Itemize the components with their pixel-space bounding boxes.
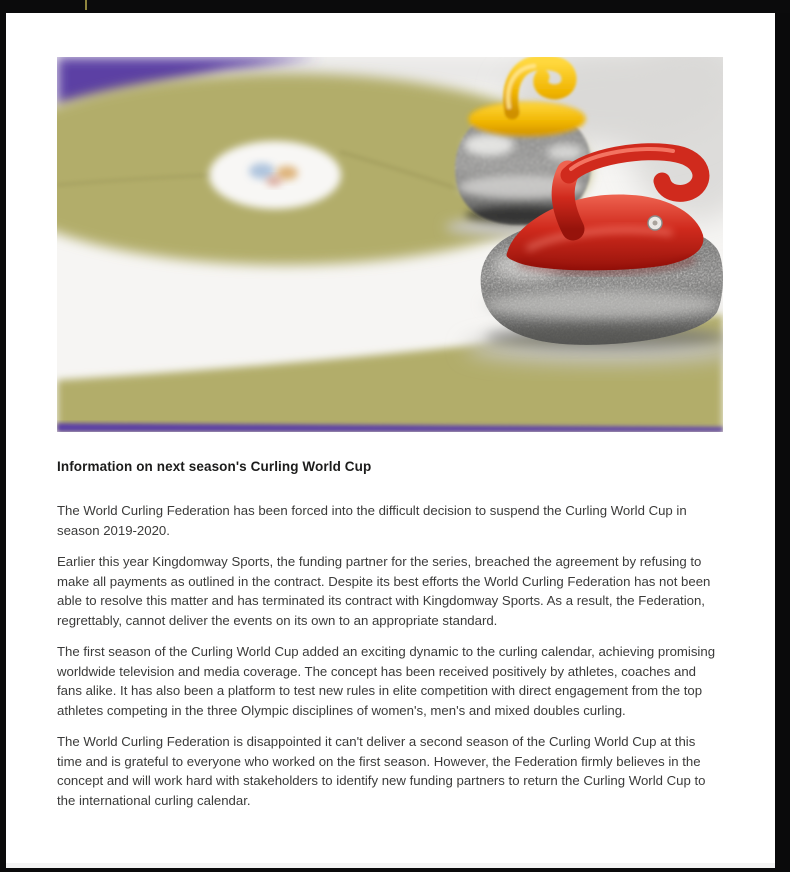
article-body [57,501,723,810]
browser-top-bar [0,0,790,13]
article-heading: Information on next season's Curling World Cup [57,459,372,474]
article-paragraph: The World Curling Federation has been forced into the difficult decision to suspend the Curling World Cup in season 2019-2020. [57,503,687,538]
article-paragraph: Earlier this year Kingdomway Sports, the funding partner for the series, breached the agreement by refusing to make all payments as outlined in the contract. Despite its best efforts the World Curling Federation has not been able to resolve this matter and has terminated its contract with Kingdomway Sports. As a result, the Federation, regrettably, cannot deliver the events on its own to an appropriate standard. [57,554,711,628]
cap-sticker [648,216,662,230]
house-center-logo-circle [209,141,341,209]
horizontal-scrollbar-track[interactable] [6,863,775,868]
article-paragraph: The first season of the Curling World Cup added an exciting dynamic to the curling calendar, achieving promising worldwide television and media coverage. The concept has been received positively by athletes, coaches and fans alike. It has also been a platform to test new rules in elite competition with direct engagement from the top athletes competing in the three Olympic disciplines of women's, men's and mixed doubles curling. [57,644,716,718]
article-content [57,13,723,810]
curling-stones-photo [57,57,723,432]
hero-image [57,57,723,432]
article-page [6,13,775,863]
article-paragraph: The World Curling Federation is disappointed it can't deliver a second season of the Curling World Cup at this time and is grateful to everyone who worked on the first season. However, the Federation firmly believes in the concept and will work hard with stakeholders to identify new funding partners to return the Curling World Cup to the international curling calendar. [57,734,706,808]
cursor-tick-mark [85,0,87,10]
